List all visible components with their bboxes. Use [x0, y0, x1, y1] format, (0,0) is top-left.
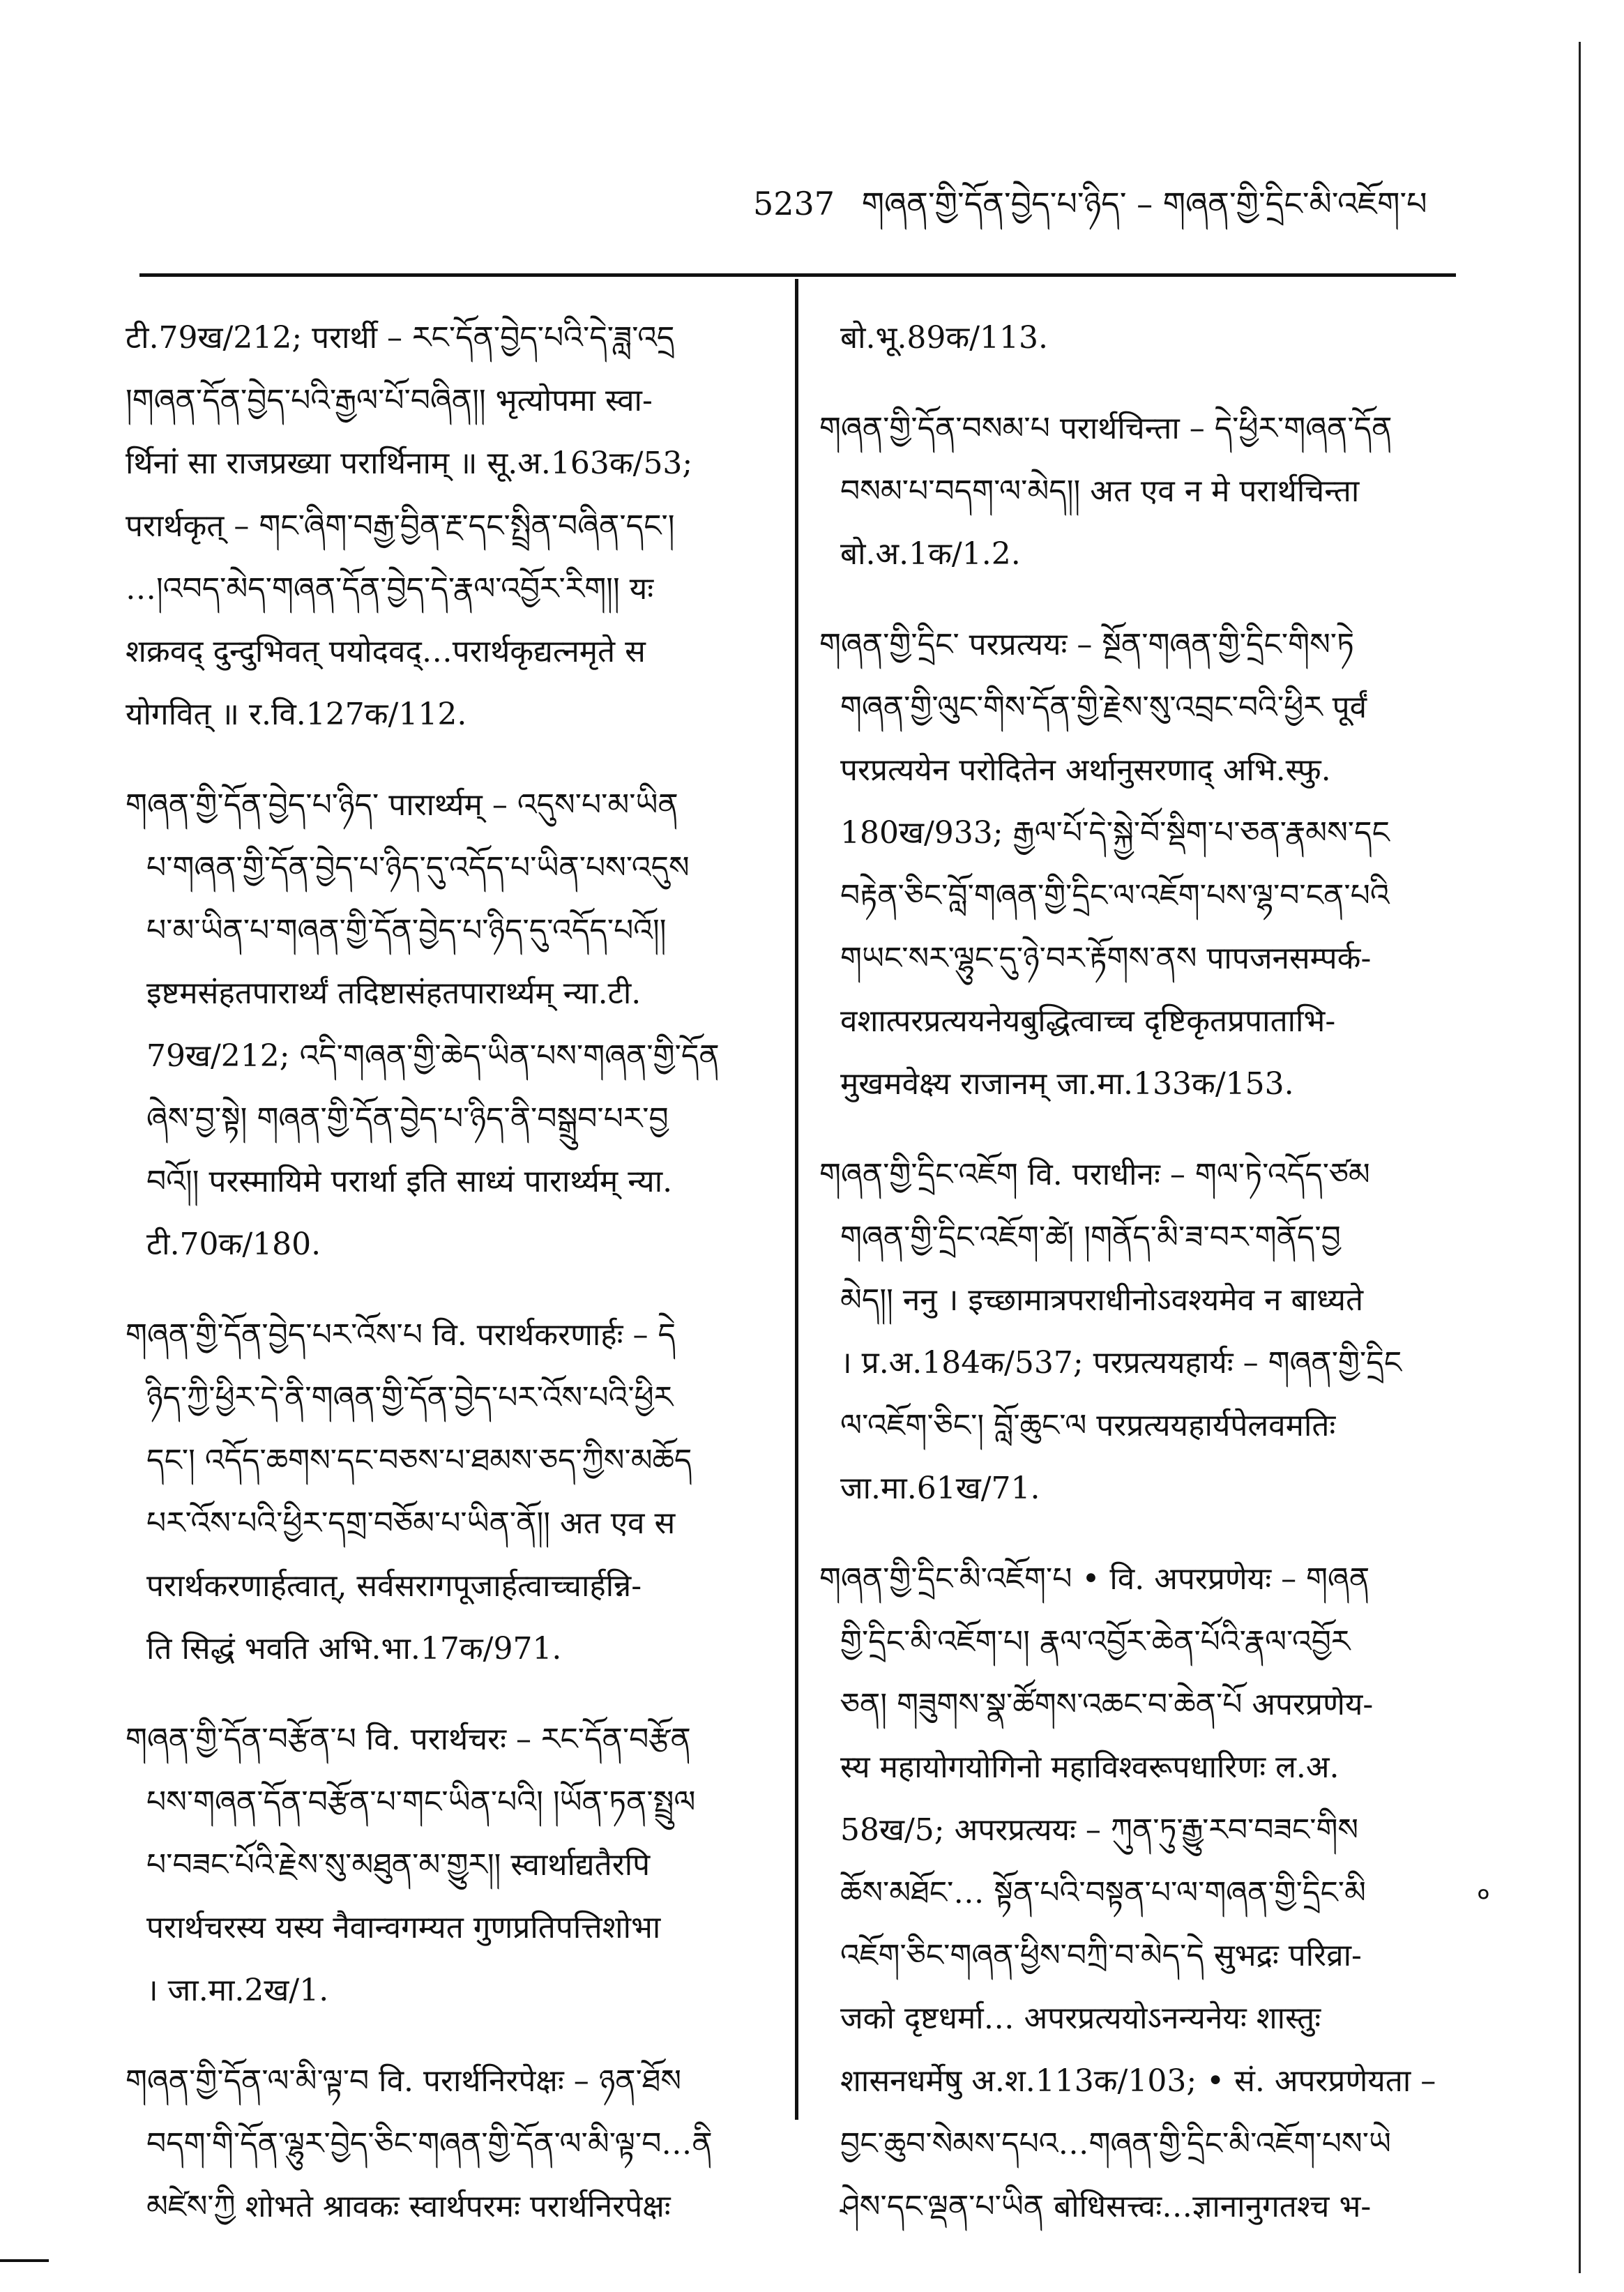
entry-line: 58ख/5; अपरप्रत्ययः – ཀུན་ཏུ་རྒྱུ་རབ་བཟང་གིས: [840, 1812, 1359, 1848]
margin-dash-mark: [0, 2259, 49, 2262]
entry-line: གཡང་སར་ལྷུང་དུ་ཉེ་བར་རྟོགས་ནས पापजनसम्पर्क-: [840, 941, 1372, 976]
entry-line: मुखमवेक्ष्य राजानम् जा.मा.133क/153.: [840, 1066, 1294, 1102]
headword-line: གཞན་གྱི་དོན་ལ་མི་ལྟ་བ वि. परार्थनिरपेक्षः – ཉན་ཐོས: [126, 2063, 682, 2099]
entry-line: །གཞན་དོན་བྱེད་པའི་རྒྱལ་པོ་བཞིན།། भृत्योपमा स्वा-: [126, 383, 653, 418]
entry-line: वशात्परप्रत्ययनेयबुद्धित्वाच्च दृष्टिकृतप्रपाताभि-: [840, 1003, 1336, 1039]
dictionary-entry: [819, 1144, 1551, 1520]
entry-line: ཅན། གཟུགས་སྣ་ཚོགས་འཆང་བ་ཆེན་པོ अपरप्रणेय-: [840, 1687, 1374, 1722]
entry-line: बो.अ.1क/1.2.: [840, 536, 1021, 572]
entry-line: शासनधर्मेषु अ.श.113क/103; • सं. अपरप्रणेयता –: [840, 2063, 1436, 2099]
entry-line: གཞན་གྱི་དྲིང་འཇོག་ཚེ། །གནོད་མི་ཟ་བར་གནོད་བྱ: [840, 1220, 1341, 1255]
entry-line: བའོ།། परस्मायिमे परार्था इति साध्यं पारार्थ्यम् न्या.: [146, 1164, 673, 1199]
entry-line: ति सिद्धं भवति अभि.भा.17क/971.: [146, 1631, 562, 1667]
entry-line: དང་། འདོད་ཆགས་དང་བཅས་པ་ཐམས་ཅད་ཀྱིས་མཆོད: [146, 1443, 692, 1478]
header-range: གཞན་གྱི་དོན་བྱེད་པ་ཉིད་ – གཞན་གྱི་དྲིང་མི་འཇོག་པ: [861, 185, 1427, 222]
entry-line: टी.79ख/212; परार्थी – རང་དོན་བྱེད་པའི་དེ་ཟླ་འདྲ: [126, 320, 675, 356]
header-rule: [139, 273, 1456, 277]
entry-line: र्थिनां सा राजप्रख्या परार्थिनाम् ॥ सू.अ.163क/53;: [126, 446, 693, 481]
entry-line: परप्रत्ययेन परोदितेन अर्थानुसरणाद् अभि.स्फु.: [840, 752, 1331, 788]
entry-line: འཇོག་ཅིང་གཞན་ཕྱིས་བཀྲི་བ་མེད་དེ सुभद्रः परिव्रा-: [840, 1938, 1362, 1973]
entry-line: योगवित् ॥ र.वि.127क/112.: [126, 697, 467, 732]
entry-line: པར་འོས་པའི་ཕྱིར་དགྲ་བཅོམ་པ་ཡིན་ནོ།། अत एव स: [146, 1505, 676, 1541]
headword-line: གཞན་གྱི་དོན་བྱེད་པ་ཉིད་ पारार्थ्यम् – འདུས་པ་མ་ཡིན: [126, 787, 678, 823]
entry-line: ལ་འཇོག་ཅིང་། བློ་ཆུང་ལ परप्रत्ययहार्यपेलवमतिः: [840, 1408, 1336, 1443]
running-header: [753, 169, 1450, 222]
entry-line: པས་གཞན་དོན་བརྩོན་པ་གང་ཡིན་པའི། །ཡོན་ཏན་སྤྲུལ: [146, 1784, 696, 1820]
entry-line: ཤེས་དང་ལྡན་པ་ཡིན बोधिसत्त्वः…ज्ञानानुगतश्च भ-: [840, 2189, 1372, 2224]
entry-line: परार्थकरणार्हत्वात्, सर्वसरागपूजार्हत्वाच्चार्हन्नि-: [146, 1568, 642, 1604]
entry-line: ཉིད་ཀྱི་ཕྱིར་དེ་ནི་གཞན་གྱི་དོན་བྱེད་པར་འོས་པའི་ཕྱིར: [146, 1380, 674, 1416]
scan-edge-line: [1579, 42, 1581, 2273]
entry-line: པ་མ་ཡིན་པ་གཞན་གྱི་དོན་བྱེད་པ་ཉིད་དུ་འདོད་པའོ།།: [146, 913, 667, 948]
page-number: 5237: [753, 185, 835, 222]
entry-line: …།འབད་མེད་གཞན་དོན་བྱེད་དེ་རྣལ་འབྱོར་རིག།། यः: [126, 571, 654, 607]
headword-line: གཞན་གྱི་དོན་བརྩོན་པ वि. परार्थचरः – རང་དོན་བརྩོན: [126, 1722, 691, 1757]
entry-line: बो.भू.89क/113.: [840, 320, 1048, 356]
entry-line: བརྟེན་ཅིང་བློ་གཞན་གྱི་དྲིང་ལ་འཇོག་པས་ལྷ་བ་ངན་པའི: [840, 878, 1390, 913]
entry-line: । जा.मा.2ख/1.: [146, 1973, 329, 2008]
margin-circle-mark: ०: [1477, 1880, 1490, 1908]
entry-line: जा.मा.61ख/71.: [840, 1471, 1040, 1506]
entry-line: གྱི་དྲིང་མི་འཇོག་པ། རྣལ་འབྱོར་ཆེན་པོའི་རྣལ་འབྱོར: [840, 1624, 1351, 1660]
entry-line: མེད།། ननु । इच्छामात्रपराधीनोऽवश्यमेव न बाध्यते: [840, 1282, 1364, 1318]
entry-line: इष्टमसंहतपारार्थ्यं तदिष्टासंहतपारार्थ्यम् न्या.टी.: [146, 976, 642, 1011]
entry-line: མཛེས་ཀྱི शोभते श्रावकः स्वार्थपरमः परार्थनिरपेक्षः: [146, 2189, 671, 2224]
entry-line: བསམ་པ་བདག་ལ་མེད།། अत एव न मे परार्थचिन्ता: [840, 473, 1360, 509]
entry-continuation: [819, 307, 1551, 370]
entry-line: । प्र.अ.184क/537; परप्रत्ययहार्यः – གཞན་གྱི་དྲིང: [840, 1345, 1402, 1381]
entry-line: 180ख/933; རྒྱལ་པོ་དེ་སྐྱེ་བོ་སྡིག་པ་ཅན་རྣམས་དང: [840, 815, 1390, 851]
entry-line: टी.70क/180.: [146, 1227, 321, 1262]
headword-line: གཞན་གྱི་དོན་བྱེད་པར་འོས་པ वि. परार्थकरणार्हः – དེ: [126, 1317, 676, 1353]
left-column: [126, 307, 777, 2266]
entry-line: शक्रवद् दुन्दुभिवत् पयोदवद्…परार्थकृद्यत्नमृते स: [126, 634, 646, 669]
entry-line: པ་གཞན་གྱི་དོན་བྱེད་པ་ཉིད་དུ་འདོད་པ་ཡིན་པས་འདུས: [146, 850, 690, 886]
dictionary-entry: [819, 1548, 1551, 2238]
entry-line: परार्थचरस्य यस्य नैवान्वगम्यत गुणप्रतिपत्तिशोभा: [146, 1910, 661, 1945]
dictionary-entry: [126, 1304, 777, 1680]
headword-line: གཞན་གྱི་དྲིང་འཇོག वि. पराधीनः – གལ་ཏེ་འདོད་ཙམ: [819, 1157, 1370, 1192]
entry-line: 79ख/212; འདི་གཞན་གྱི་ཆེད་ཡིན་པས་གཞན་གྱི་དོན: [146, 1038, 720, 1074]
headword-line: གཞན་གྱི་དོན་བསམ་པ परार्थचिन्ता – དེ་ཕྱིར་གཞན་དོན: [819, 411, 1392, 446]
dictionary-entry: [819, 397, 1551, 586]
headword-line: གཞན་གྱི་དྲིང་མི་འཇོག་པ • वि. अपरप्रणेयः – གཞན: [819, 1561, 1370, 1597]
dictionary-entry: [126, 2050, 777, 2238]
entry-line: ཞེས་བྱ་སྟེ། གཞན་གྱི་དོན་བྱེད་པ་ཉིད་ནི་བསྒྲུབ་པར་བྱ: [146, 1101, 669, 1137]
right-column: [819, 307, 1551, 2266]
entry-continuation: [126, 307, 777, 746]
headword-line: གཞན་གྱི་དྲིང་ परप्रत्ययः – སྔོན་གཞན་གྱི་དྲིང་གིས་ཏེ: [819, 627, 1355, 662]
entry-line: परार्थकृत् – གང་ཞིག་བརྒྱ་བྱིན་རྔ་དང་སྤྲིན་བཞིན་དང་།: [126, 508, 675, 544]
dictionary-entry: [126, 774, 777, 1276]
entry-line: པ་བཟང་པོའི་རྗེས་སུ་མཐུན་མ་གྱུར།། स्वार्थाद्यतैरपि: [146, 1847, 651, 1883]
entry-line: གཞན་གྱི་ལུང་གིས་དོན་གྱི་རྗེས་སུ་འབྲང་བའི་ཕྱིར पूर्वं: [840, 690, 1367, 725]
entry-line: ཆོས་མཐོང་… སྟོན་པའི་བསྟན་པ་ལ་གཞན་གྱི་དྲིང་མི: [840, 1875, 1366, 1911]
entry-line: བདག་གི་དོན་ལྷུར་བྱེད་ཅིང་གཞན་གྱི་དོན་ལ་མི་ལྟ་བ…ནི: [146, 2126, 713, 2162]
entry-line: जको दृष्टधर्मा… अपरप्रत्ययोऽनन्यनेयः शास्तुः: [840, 2001, 1321, 2036]
entry-line: स्य महायोगयोगिनो महाविश्वरूपधारिणः ल.अ.: [840, 1750, 1340, 1785]
dictionary-entry: [126, 1708, 777, 2022]
entry-line: བྱང་ཆུབ་སེམས་དཔའ…གཞན་གྱི་དྲིང་མི་འཇོག་པས་ཡེ: [840, 2126, 1391, 2162]
column-divider: [795, 279, 798, 2120]
dictionary-entry: [819, 614, 1551, 1116]
